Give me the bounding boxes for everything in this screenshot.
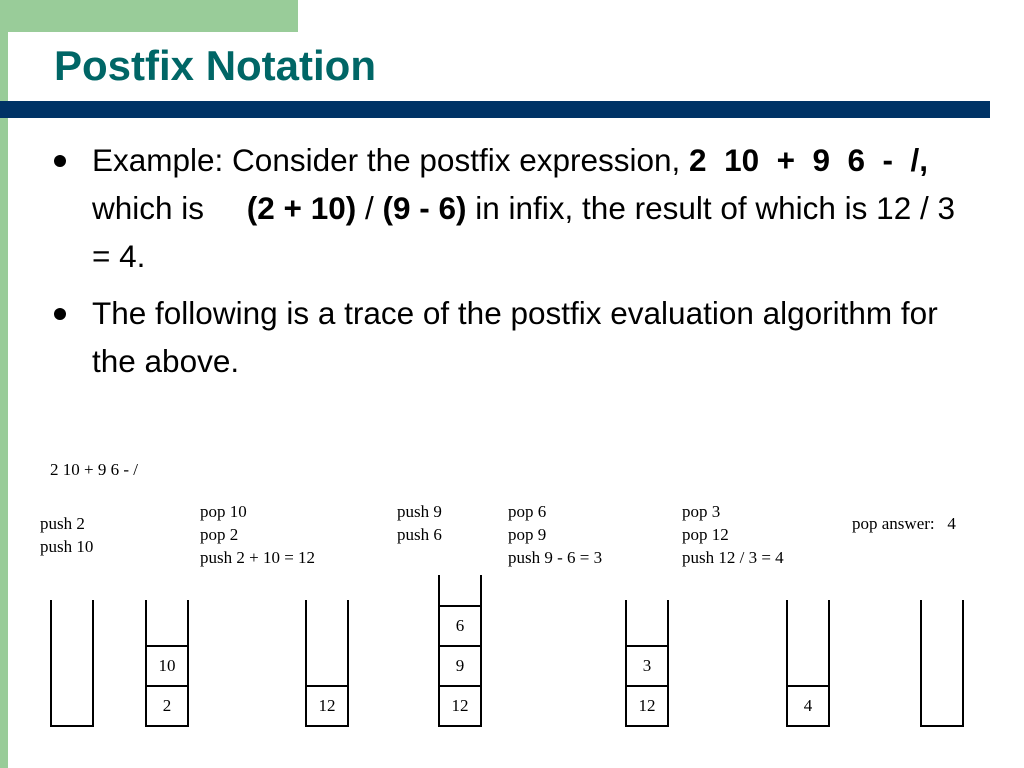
which-is-text: which is xyxy=(92,190,213,226)
postfix-trace-figure xyxy=(0,450,1024,750)
trace-step-2-text: pop 10 pop 2 push 2 + 10 = 12 xyxy=(200,502,316,567)
infix-left: (2 + 10) xyxy=(246,190,357,226)
trace-stack-2 xyxy=(145,600,189,727)
trace-stack-7 xyxy=(920,600,964,727)
decorative-top-block xyxy=(0,0,298,32)
bullet-dot-icon xyxy=(54,155,66,167)
bullet-example xyxy=(50,136,980,280)
infix-right: (9 - 6) xyxy=(382,190,467,226)
stack-cell: 12 xyxy=(440,685,480,725)
trace-stack-3 xyxy=(305,600,349,727)
stack-cell: 12 xyxy=(307,685,347,725)
bullet-intro: Example: Consider the postfix expression, xyxy=(92,142,690,178)
trace-step-6-text: pop answer: 4 xyxy=(852,514,956,533)
trace-stack-5 xyxy=(625,600,669,727)
stack-cell: 12 xyxy=(627,685,667,725)
trace-step-1-text: push 2 push 10 xyxy=(40,514,94,556)
bullet-dot-icon xyxy=(54,308,66,320)
trace-stack-4 xyxy=(438,575,482,727)
trace-step-5-text: pop 3 pop 12 push 12 / 3 = 4 xyxy=(682,502,784,567)
decorative-corner xyxy=(8,32,48,72)
stack-cell: 3 xyxy=(627,645,667,685)
bullet-list xyxy=(50,136,980,394)
stack-cell: 9 xyxy=(440,645,480,685)
trace-step-4-text: pop 6 pop 9 push 9 - 6 = 3 xyxy=(508,502,603,567)
slide-title: Postfix Notation xyxy=(54,42,376,89)
infix-divide: / xyxy=(356,190,383,226)
title-underline-bar xyxy=(0,101,990,118)
stack-cell: 4 xyxy=(788,685,828,725)
stack-cell: 10 xyxy=(147,645,187,685)
trace-stack-1 xyxy=(50,600,94,727)
stack-cell: 2 xyxy=(147,685,187,725)
trace-stack-6 xyxy=(786,600,830,727)
postfix-expression: 2 10 + 9 6 - /, xyxy=(689,142,929,178)
stack-cell: 6 xyxy=(440,605,480,645)
trace-step-3-text: push 9 push 6 xyxy=(397,502,442,544)
bullet-trace-intro xyxy=(50,289,980,385)
bullet-result: in infix, the result of which is 12 / 3 = 4. xyxy=(92,190,955,274)
bullet-trace-text: The following is a trace of the postfix evaluation algorithm for the above. xyxy=(92,295,938,379)
trace-expression: 2 10 + 9 6 - / xyxy=(50,460,138,479)
